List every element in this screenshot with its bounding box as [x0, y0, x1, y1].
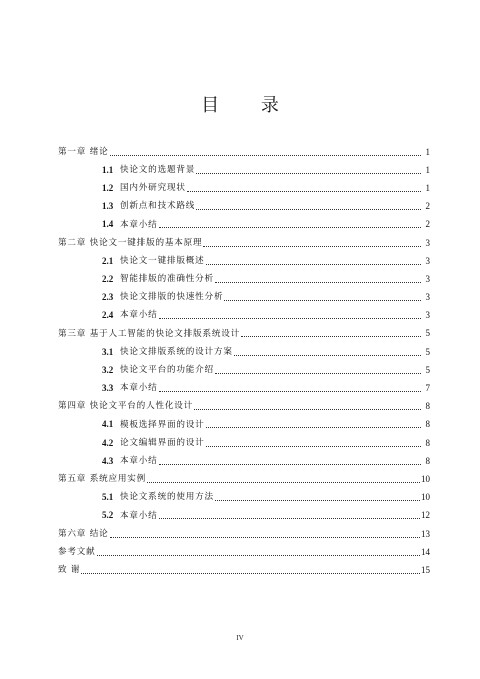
toc-chapter-entry: [58, 325, 430, 343]
toc-entry-page: 3: [425, 273, 430, 284]
toc-dot-leader: [187, 191, 421, 192]
toc-chapter-entry: [58, 143, 430, 161]
toc-entry-label: 第六章 结论: [58, 528, 109, 539]
toc-entry-label: 快论文的选题背景: [120, 164, 196, 175]
toc-entry-page: 8: [425, 419, 430, 430]
toc-entry-number: 1.3: [102, 201, 114, 212]
toc-entry-page: 5: [425, 346, 430, 357]
toc-entry-page: 12: [421, 510, 430, 521]
toc-entry-page: 7: [425, 383, 430, 394]
toc-section-entry: [58, 434, 430, 452]
toc-entry-page: 2: [425, 201, 430, 212]
toc-entry-page: 5: [425, 364, 430, 375]
toc-chapter-entry: [58, 525, 430, 543]
toc-dot-leader: [206, 264, 421, 265]
toc-entry-label: 本章小结: [120, 510, 158, 521]
toc-section-entry: [58, 343, 430, 361]
toc-entry-page: 15: [421, 564, 430, 575]
toc-dot-leader: [159, 464, 421, 465]
toc-entry-page: 8: [425, 455, 430, 466]
toc-entry-page: 5: [425, 328, 430, 339]
toc-dot-leader: [224, 300, 421, 301]
toc-dot-leader: [234, 355, 421, 356]
toc-entry-number: 3.2: [102, 364, 114, 375]
toc-dot-leader: [206, 427, 421, 428]
toc-dot-leader: [159, 318, 421, 319]
toc-entry-page: 3: [425, 310, 430, 321]
toc-entry-label: 致 谢: [58, 565, 81, 576]
toc-dot-leader: [215, 373, 421, 374]
toc-entry-number: 4.1: [102, 419, 114, 430]
toc-entry-label: 快论文系统的使用方法: [120, 492, 214, 503]
toc-entry-label: 模板选择界面的设计: [120, 419, 205, 430]
toc-entry-label: 快论文一键排版概述: [120, 255, 205, 266]
toc-dot-leader: [203, 246, 421, 247]
toc-section-entry: [58, 307, 430, 325]
toc-dot-leader: [147, 482, 420, 483]
toc-entry-label: 快论文排版系统的设计方案: [120, 346, 233, 357]
toc-entry-label: 论文编辑界面的设计: [120, 437, 205, 448]
toc-dot-leader: [215, 500, 420, 501]
toc-section-entry: [58, 416, 430, 434]
toc-entry-label: 智能排版的准确性分析: [120, 274, 214, 285]
toc-dot-leader: [196, 173, 421, 174]
toc-entry-page: 8: [425, 437, 430, 448]
toc-chapter-entry: [58, 234, 430, 252]
toc-entry-number: 1.1: [102, 164, 114, 175]
toc-entry-label: 第一章 绪论: [58, 146, 109, 157]
toc-entry-label: 本章小结: [120, 310, 158, 321]
toc-entry-number: 4.2: [102, 437, 114, 448]
toc-chapter-entry: [58, 561, 430, 579]
toc-section-entry: [58, 198, 430, 216]
toc-entry-number: 5.1: [102, 492, 114, 503]
toc-section-entry: [58, 361, 430, 379]
toc-entry-number: 3.1: [102, 346, 114, 357]
toc-dot-leader: [241, 336, 421, 337]
table-of-contents: [58, 143, 430, 580]
toc-entry-label: 本章小结: [120, 219, 158, 230]
toc-entry-number: 2.2: [102, 273, 114, 284]
toc-entry-label: 第二章 快论文一键排版的基本原理: [58, 237, 203, 248]
toc-entry-label: 参考文献: [58, 546, 96, 557]
toc-section-entry: [58, 179, 430, 197]
toc-dot-leader: [81, 573, 420, 574]
toc-entry-page: 3: [425, 255, 430, 266]
toc-dot-leader: [194, 409, 421, 410]
toc-entry-number: 1.4: [102, 219, 114, 230]
toc-entry-page: 10: [421, 492, 430, 503]
toc-entry-label: 快论文排版的快速性分析: [120, 292, 224, 303]
toc-dot-leader: [97, 555, 420, 556]
toc-section-entry: [58, 216, 430, 234]
toc-section-entry: [58, 489, 430, 507]
toc-entry-page: 13: [421, 528, 430, 539]
toc-entry-label: 本章小结: [120, 383, 158, 394]
toc-entry-page: 1: [425, 146, 430, 157]
toc-section-entry: [58, 161, 430, 179]
toc-entry-label: 国内外研究现状: [120, 183, 186, 194]
toc-entry-page: 14: [421, 546, 430, 557]
toc-dot-leader: [159, 227, 421, 228]
toc-entry-page: 10: [421, 473, 430, 484]
toc-entry-page: 3: [425, 292, 430, 303]
toc-entry-label: 本章小结: [120, 455, 158, 466]
toc-entry-page: 8: [425, 401, 430, 412]
toc-entry-number: 3.3: [102, 383, 114, 394]
toc-section-entry: [58, 379, 430, 397]
toc-entry-number: 2.3: [102, 292, 114, 303]
toc-entry-number: 5.2: [102, 510, 114, 521]
toc-title: 目 录: [201, 95, 297, 116]
toc-entry-number: 1.2: [102, 182, 114, 193]
toc-dot-leader: [159, 391, 421, 392]
toc-dot-leader: [196, 209, 421, 210]
toc-entry-number: 2.4: [102, 310, 114, 321]
toc-entry-number: 4.3: [102, 455, 114, 466]
toc-section-entry: [58, 452, 430, 470]
toc-chapter-entry: [58, 470, 430, 488]
toc-dot-leader: [110, 537, 420, 538]
toc-section-entry: [58, 507, 430, 525]
toc-chapter-entry: [58, 398, 430, 416]
toc-entry-page: 2: [425, 219, 430, 230]
toc-entry-label: 第五章 系统应用实例: [58, 474, 147, 485]
toc-section-entry: [58, 252, 430, 270]
toc-entry-label: 第三章 基于人工智能的快论文排版系统设计: [58, 328, 241, 339]
toc-entry-page: 1: [425, 182, 430, 193]
toc-dot-leader: [110, 155, 421, 156]
toc-dot-leader: [206, 446, 421, 447]
toc-entry-number: 2.1: [102, 255, 114, 266]
toc-chapter-entry: [58, 543, 430, 561]
toc-section-entry: [58, 289, 430, 307]
toc-dot-leader: [159, 518, 420, 519]
toc-entry-label: 创新点和技术路线: [120, 201, 196, 212]
toc-entry-label: 快论文平台的功能介绍: [120, 365, 214, 376]
toc-entry-label: 第四章 快论文平台的人性化设计: [58, 401, 194, 412]
toc-section-entry: [58, 270, 430, 288]
page-number: IV: [236, 634, 244, 642]
toc-entry-page: 1: [425, 164, 430, 175]
toc-dot-leader: [215, 282, 421, 283]
toc-entry-page: 3: [425, 237, 430, 248]
